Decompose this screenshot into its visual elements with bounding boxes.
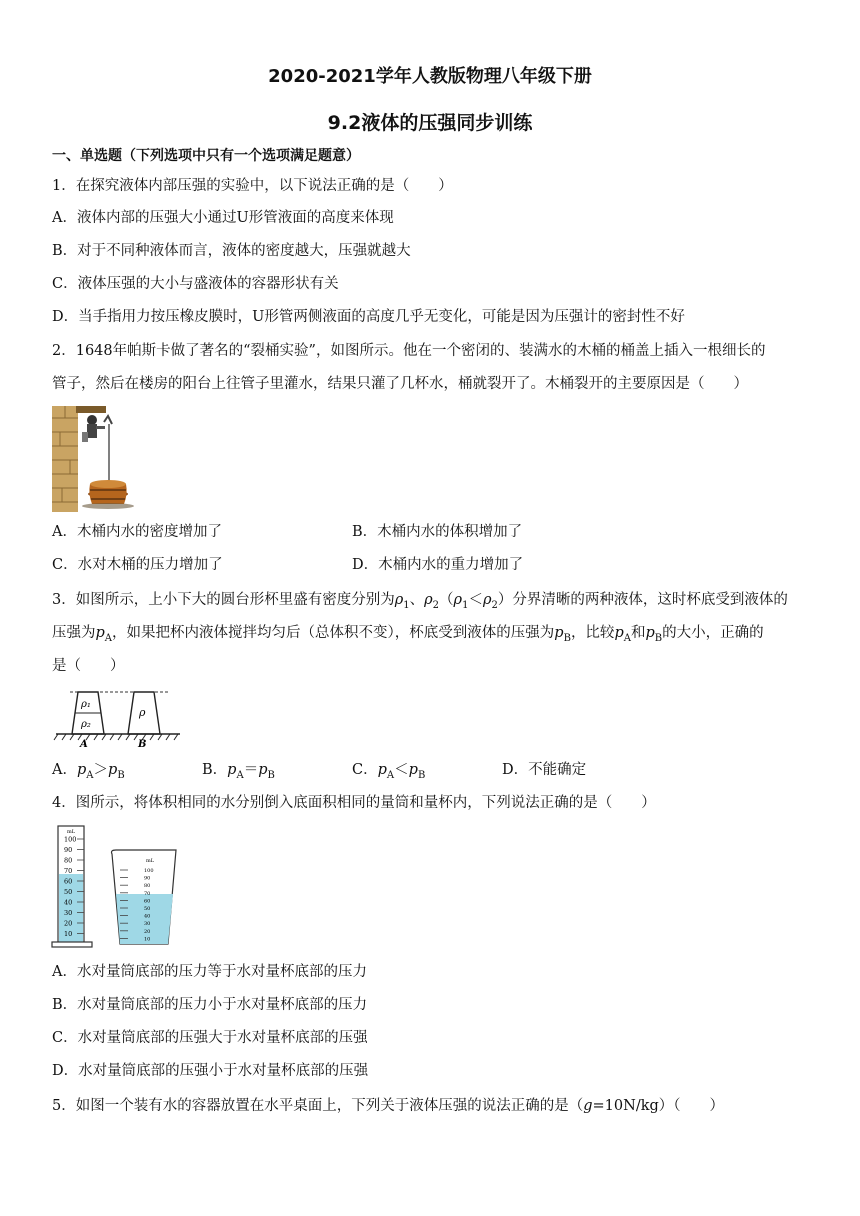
q5-stem-text: 5．如图一个装有水的容器放置在水平桌面上，下列关于液体压强的说法正确的是（ [52, 1098, 584, 1114]
cups-figure [52, 686, 182, 748]
beaker-tick-label: 50 [144, 906, 151, 912]
q3-stem-text: 压强为 [52, 625, 96, 641]
q3-option-d: D．不能确定 [502, 762, 587, 778]
q3-stem-text: ，比较 [570, 625, 615, 641]
label-rho1: ρ₁ [81, 699, 91, 710]
q4-option-a: A．水对量筒底部的压力等于水对量杯底部的压力 [52, 964, 367, 980]
beaker-tick-label: 10 [144, 936, 151, 943]
section-heading: 一、单选题（下列选项中只有一个选项满足题意） [52, 148, 360, 164]
beaker-tick-label: 40 [144, 913, 151, 920]
cylinder-tick-label: 40 [64, 898, 73, 907]
q3-stem-text: 和 [630, 625, 646, 641]
q1-option-d: D．当手指用力按压橡皮膜时，U形管两侧液面的高度几乎无变化，可能是因为压强计的密封性不好 [52, 309, 685, 325]
cylinder-tick-label: 50 [64, 888, 73, 896]
q3-stem-line1: 3．如图所示，上小下大的圆台形杯里盛有密度分别为$\rho_1$、$\rho_2(\rho_1<\rho_2)$分界清晰的两种液体，这时杯底受到液体的 [52, 592, 788, 611]
barrel-experiment-figure [52, 404, 160, 512]
cylinder-and-beaker-figure [50, 820, 180, 952]
q5-stem-g: g [583, 1098, 593, 1114]
label-b: B [138, 739, 147, 748]
q3-stem-line3: 是（ ） [52, 658, 125, 674]
q3-option-prefix: A． [52, 762, 77, 778]
beaker-tick-label: 20 [144, 928, 151, 935]
beaker-tick-label: 100 [144, 868, 154, 874]
q5-stem-text: =10N/kg）（ ） [592, 1098, 725, 1114]
cylinder-tick-label: 70 [64, 867, 73, 875]
q2-option-d: D．木桶内水的重力增加了 [352, 557, 524, 573]
q3-option-a: A．$p_A>p_B$ [52, 762, 125, 781]
q4-option-d: D．水对量筒底部的压强小于水对量杯底部的压强 [52, 1063, 369, 1079]
q4-stem: 4．图所示，将体积相同的水分别倒入底面积相同的量筒和量杯内，下列说法正确的是（ ） [52, 795, 656, 811]
q3-option-prefix: B． [202, 762, 228, 778]
cylinder-tick-label: 30 [64, 909, 73, 917]
q1-stem: 1．在探究液体内部压强的实验中，以下说法正确的是（ ） [52, 178, 453, 194]
q2-option-b: B．木桶内水的体积增加了 [352, 524, 523, 540]
cylinder-unit: mL [67, 829, 76, 835]
q5-stem [52, 1096, 724, 1116]
cylinder-tick-label: 90 [64, 846, 73, 854]
q3-option-b: B．$p_A=p_B$ [202, 762, 275, 781]
q1-option-b: B．对于不同种液体而言，液体的密度越大，压强就越大 [52, 243, 411, 259]
beaker-tick-label: 90 [144, 875, 151, 882]
document-subtitle: 9.2液体的压强同步训练 [327, 112, 533, 134]
cylinder-tick-label: 60 [64, 877, 73, 886]
q3-option-c: C．$p_A<p_B$ [352, 762, 426, 781]
q3-stem-text: ，如果把杯内液体搅拌均匀后（总体积不变），杯底受到液体的压强为 [112, 625, 555, 641]
beaker-tick-label: 80 [144, 883, 151, 890]
beaker-tick-label: 60 [144, 898, 151, 905]
q3-stem-text: 3．如图所示，上小下大的圆台形杯里盛有密度分别为 [52, 592, 395, 608]
q2-stem-line2: 管子，然后在楼房的阳台上往管子里灌水，结果只灌了几杯水，桶就裂开了。木桶裂开的主要原因是（ ） [52, 376, 748, 392]
q1-option-c: C．液体压强的大小与盛液体的容器形状有关 [52, 276, 339, 292]
label-rho: ρ [139, 706, 146, 719]
beaker-unit: mL [146, 858, 155, 864]
q3-stem-text: 分界清晰的两种液体，这时杯底受到液体的 [512, 592, 788, 608]
q4-option-c: C．水对量筒底部的压强大于水对量杯底部的压强 [52, 1030, 368, 1046]
beaker-tick-label: 70 [144, 890, 151, 897]
label-rho2: ρ₂ [81, 719, 91, 730]
q2-option-a: A．木桶内水的密度增加了 [52, 524, 222, 540]
cylinder-tick-label: 20 [64, 919, 73, 928]
q2-option-c: C．水对木桶的压力增加了 [52, 557, 223, 573]
q2-stem-line1: 2．1648年帕斯卡做了著名的“裂桶实验”，如图所示。他在一个密闭的、装满水的木桶的桶盖上插入一根细长的 [52, 343, 766, 359]
cylinder-tick-label: 10 [64, 930, 73, 938]
cylinder-tick-label: 100 [64, 835, 77, 844]
beaker-tick-label: 30 [144, 921, 151, 928]
document-title: 2020-2021学年人教版物理八年级下册 [268, 66, 592, 87]
q3-option-prefix: C． [352, 762, 378, 778]
q1-option-a: A．液体内部的压强大小通过U形管液面的高度来体现 [52, 210, 394, 226]
cylinder-tick-label: 80 [64, 856, 73, 865]
q4-option-b: B．水对量筒底部的压力小于水对量杯底部的压力 [52, 997, 368, 1013]
q3-stem-line2: 压强为$p_A$，如果把杯内液体搅拌均匀后（总体积不变），杯底受到液体的压强为$p_B$，比较$p_A$和$p_B$的大小，正确的 [52, 625, 764, 644]
q3-stem-text: 的大小，正确的 [662, 625, 764, 641]
label-a: A [80, 739, 88, 748]
